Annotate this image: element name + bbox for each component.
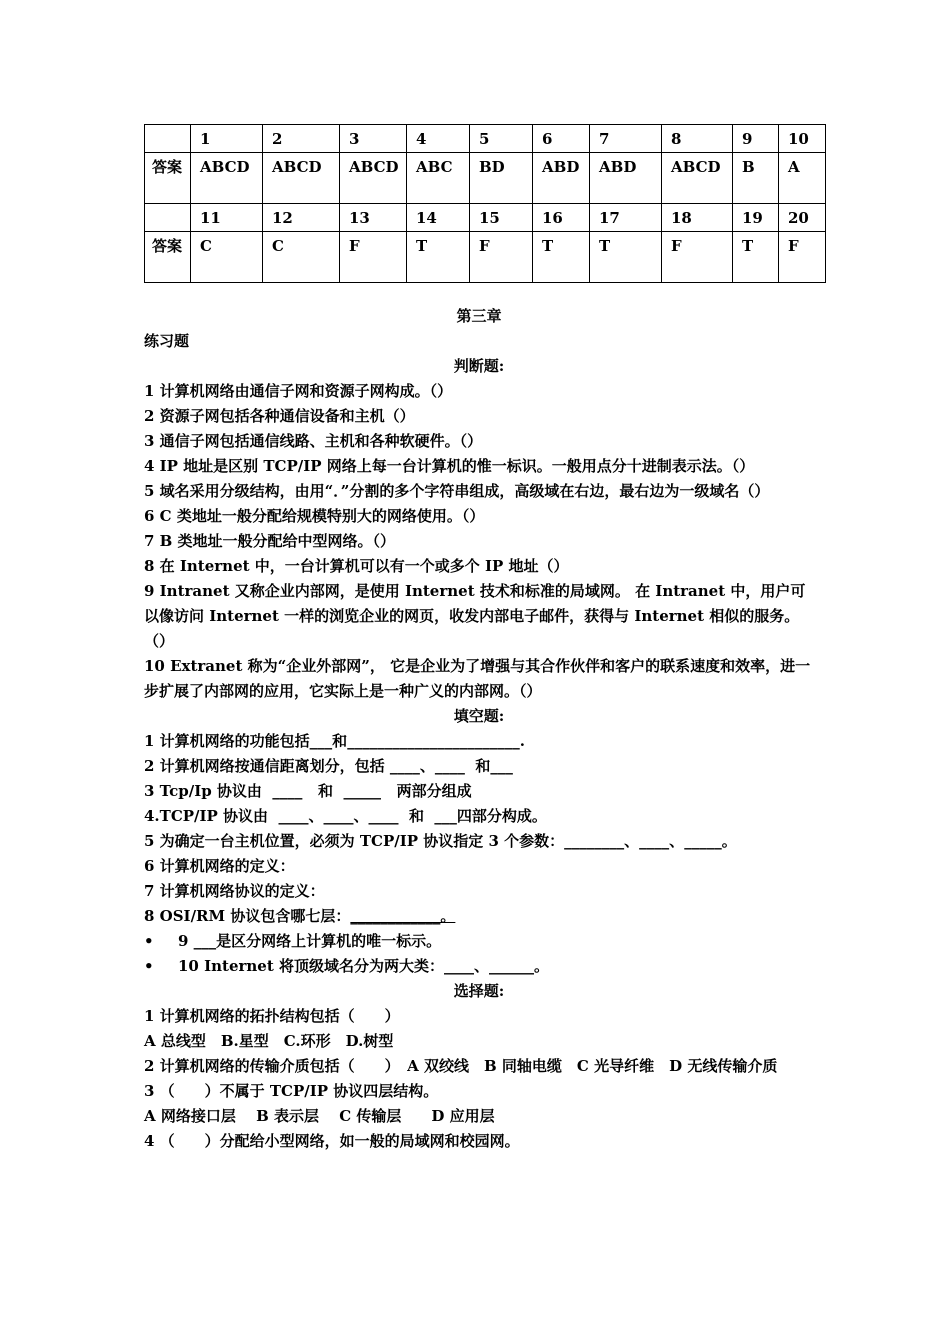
question-number-cell: 17 bbox=[590, 204, 662, 232]
chapter-title: 第三章 bbox=[456, 307, 502, 325]
choice-line: A 总线型 B.星型 C.环形 D.树型 bbox=[144, 1032, 394, 1050]
answer-cell: F bbox=[340, 232, 407, 283]
question-number-cell: 8 bbox=[662, 125, 733, 153]
judge-item: 9 Intranet 又称企业内部网，是使用 Internet 技术和标准的局域网。 在 Intranet 中，用户可以像访问 Internet 一样的浏览企业的网页，收发内部电子邮件，获得与 Internet 相似的服务。（） bbox=[144, 582, 806, 650]
answer-cell: F bbox=[779, 232, 826, 283]
judge-item: 10 Extranet 称为“企业外部网”， 它是企业为了增强与其合作伙伴和客户的联系速度和效率，进一步扩展了内部网的应用，它实际上是一种广义的内部网。（） bbox=[144, 657, 811, 700]
fill-item-5: 5 为确定一台主机位置，必须为 TCP/IP 协议指定 3 个参数：________、____、_____。 bbox=[144, 832, 737, 850]
table-row-numbers bbox=[145, 204, 826, 232]
answer-cell: ABD bbox=[533, 153, 590, 204]
answer-cell: T bbox=[407, 232, 470, 283]
answer-table bbox=[144, 124, 826, 283]
question-number-cell: 9 bbox=[733, 125, 779, 153]
table-row-numbers bbox=[145, 125, 826, 153]
row-label bbox=[145, 125, 191, 153]
answer-cell: ABCD bbox=[662, 153, 733, 204]
question-number-cell: 5 bbox=[470, 125, 533, 153]
fill-item-1: 1 计算机网络的功能包括___和_______________________. bbox=[144, 732, 525, 750]
answer-cell: ABCD bbox=[191, 153, 263, 204]
choice-line: 3 （ ）不属于 TCP/IP 协议四层结构。 bbox=[144, 1082, 439, 1100]
answer-cell: ABD bbox=[590, 153, 662, 204]
choice-heading: 选择题: bbox=[453, 982, 505, 1000]
judge-item: 6 C 类地址一般分配给规模特别大的网络使用。（） bbox=[144, 507, 485, 525]
question-number-cell: 18 bbox=[662, 204, 733, 232]
judge-item: 3 通信子网包括通信线路、主机和各种软硬件。（） bbox=[144, 432, 483, 450]
answer-cell: F bbox=[662, 232, 733, 283]
choice-line: 1 计算机网络的拓扑结构包括（ ） bbox=[144, 1007, 400, 1025]
question-number-cell: 10 bbox=[779, 125, 826, 153]
judge-item: 8 在 Internet 中，一台计算机可以有一个或多个 IP 地址（） bbox=[144, 557, 569, 575]
answer-cell: T bbox=[533, 232, 590, 283]
fill-item-2: 2 计算机网络按通信距离划分，包括 ____、____ 和___ bbox=[144, 757, 513, 775]
bullet-icon: • bbox=[144, 932, 154, 950]
fill-item-7: 7 计算机网络协议的定义： bbox=[144, 882, 325, 900]
question-number-cell: 1 bbox=[191, 125, 263, 153]
judge-item: 7 B 类地址一般分配给中型网络。（） bbox=[144, 532, 396, 550]
bullet-icon: • bbox=[144, 957, 154, 975]
question-number-cell: 7 bbox=[590, 125, 662, 153]
row-label bbox=[145, 204, 191, 232]
fill-item-10: • 10 Internet 将顶级域名分为两大类：____、______。 bbox=[144, 954, 814, 979]
question-number-cell: 11 bbox=[191, 204, 263, 232]
table-row-answers bbox=[145, 232, 826, 283]
table-row-answers bbox=[145, 153, 826, 204]
question-number-cell: 12 bbox=[263, 204, 340, 232]
answer-cell: ABCD bbox=[340, 153, 407, 204]
answer-cell: ABC bbox=[407, 153, 470, 204]
row-label: 答案 bbox=[145, 232, 191, 283]
answer-cell: ABCD bbox=[263, 153, 340, 204]
question-number-cell: 20 bbox=[779, 204, 826, 232]
answer-cell: T bbox=[733, 232, 779, 283]
row-label: 答案 bbox=[145, 153, 191, 204]
question-number-cell: 2 bbox=[263, 125, 340, 153]
judge-item: 5 域名采用分级结构，由用“．”分割的多个字符串组成，高级域在右边，最右边为一级域名（） bbox=[144, 482, 770, 500]
fill-heading: 填空题: bbox=[453, 707, 505, 725]
fill-item-4: 4.TCP/IP 协议由 ____、____、____ 和 ___四部分构成。 bbox=[144, 807, 547, 825]
answer-cell: A bbox=[779, 153, 826, 204]
answer-cell: BD bbox=[470, 153, 533, 204]
answer-cell: T bbox=[590, 232, 662, 283]
answer-cell: C bbox=[191, 232, 263, 283]
question-number-cell: 13 bbox=[340, 204, 407, 232]
choice-line: 2 计算机网络的传输介质包括（ ） A 双绞线 B 同轴电缆 C 光导纤维 D 无线传输介质 bbox=[144, 1057, 778, 1075]
judge-item: 4 IP 地址是区别 TCP/IP 网络上每一台计算机的惟一标识。一般用点分十进制表示法。（） bbox=[144, 457, 755, 475]
question-number-cell: 16 bbox=[533, 204, 590, 232]
fill-item-6: 6 计算机网络的定义： bbox=[144, 857, 295, 875]
answer-cell: B bbox=[733, 153, 779, 204]
judge-item: 1 计算机网络由通信子网和资源子网构成。（） bbox=[144, 382, 453, 400]
question-number-cell: 14 bbox=[407, 204, 470, 232]
exercises-label: 练习题 bbox=[144, 332, 190, 350]
judge-heading: 判断题: bbox=[453, 357, 505, 375]
question-number-cell: 4 bbox=[407, 125, 470, 153]
choice-line: 4 （ ）分配给小型网络，如一般的局域网和校园网。 bbox=[144, 1132, 520, 1150]
question-number-cell: 3 bbox=[340, 125, 407, 153]
choice-line: A 网络接口层 B 表示层 C 传输层 D 应用层 bbox=[144, 1107, 495, 1125]
question-number-cell: 19 bbox=[733, 204, 779, 232]
judge-item: 2 资源子网包括各种通信设备和主机（） bbox=[144, 407, 415, 425]
fill-item-8: 8 OSI/RM 协议包含哪七层：____________。 bbox=[144, 907, 456, 925]
chapter-content bbox=[144, 304, 814, 1154]
answer-cell: C bbox=[263, 232, 340, 283]
fill-item-9: • 9 ___是区分网络上计算机的唯一标示。 bbox=[144, 929, 814, 954]
fill-item-3: 3 Tcp/Ip 协议由 ____ 和 _____ 两部分组成 bbox=[144, 782, 472, 800]
answer-cell: F bbox=[470, 232, 533, 283]
question-number-cell: 6 bbox=[533, 125, 590, 153]
question-number-cell: 15 bbox=[470, 204, 533, 232]
